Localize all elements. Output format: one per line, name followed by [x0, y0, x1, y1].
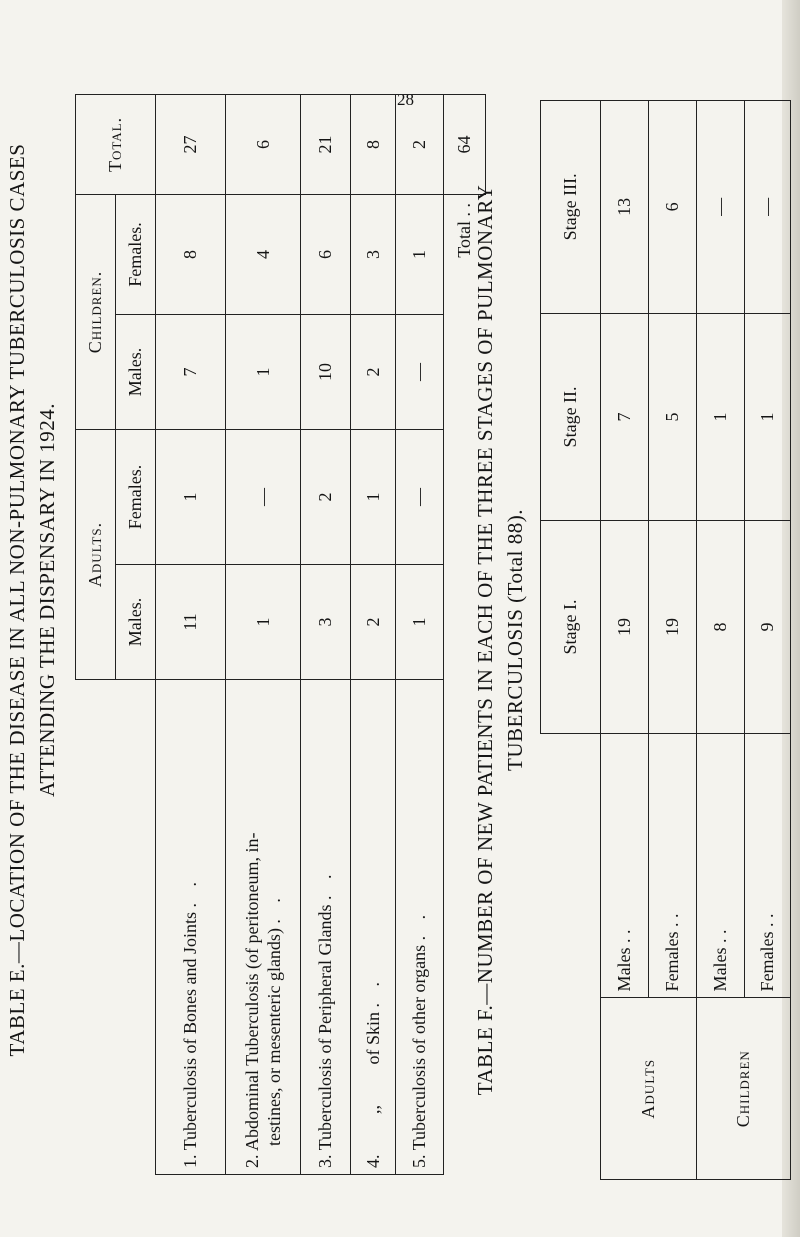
row-label: Females . .	[649, 733, 697, 998]
leader-dots: . .	[315, 868, 335, 901]
cell-total: 2	[396, 94, 444, 194]
cell-stage-1: 19	[649, 521, 697, 734]
table-e-title	[2, 20, 62, 1180]
cell-child-males: 1	[226, 314, 301, 429]
col-total: Total.	[76, 94, 156, 194]
cell-child-females: 1	[396, 194, 444, 314]
leader-dots: . .	[180, 875, 200, 908]
cell-stage-3: —	[745, 101, 791, 314]
corner-cell	[76, 680, 156, 1175]
cell-stage-1: 19	[601, 521, 649, 734]
cell-adult-males: 1	[226, 565, 301, 680]
cell-stage-1: 8	[697, 521, 745, 734]
table-f-title-line2: TUBERCULOSIS (Total 88).	[503, 509, 527, 771]
row-label: 4. ,, of Skin	[362, 1011, 383, 1168]
table-row	[697, 101, 745, 1180]
row-label: 3. Tuberculosis of Peripheral Glands	[315, 904, 335, 1168]
table-row	[351, 94, 396, 1174]
cell-child-males: —	[396, 314, 444, 429]
table-e	[75, 95, 485, 1175]
cell-child-females: 6	[301, 194, 351, 314]
row-label: 2. Abdominal Tuberculosis (of peritoneum, in-	[242, 832, 262, 1168]
table-e-title-line2: ATTENDING THE DISPENSARY IN 1924.	[35, 403, 59, 797]
row-label: Males . .	[601, 733, 649, 998]
cell-stage-1: 9	[745, 521, 791, 734]
col-adult-females: Females.	[116, 429, 156, 564]
row-label: Males . .	[697, 733, 745, 998]
group-adults: Adults	[601, 998, 697, 1180]
cell-child-females: 8	[156, 194, 226, 314]
corner-cell	[541, 733, 601, 1179]
table-f-title	[470, 100, 530, 1180]
cell-stage-2: 7	[601, 313, 649, 521]
cell-adult-females: 1	[156, 429, 226, 564]
leader-dots: . .	[409, 908, 429, 941]
cell-adult-males: 1	[396, 565, 444, 680]
table-row	[601, 101, 649, 1180]
group-children: Children	[697, 998, 791, 1180]
total-label: Total . .	[454, 202, 475, 258]
cell-adult-males: 11	[156, 565, 226, 680]
col-stage-1: Stage I.	[541, 521, 601, 734]
table-row	[301, 94, 351, 1174]
cell-adult-females: —	[396, 429, 444, 564]
col-adult-males: Males.	[116, 565, 156, 680]
row-label: Females . .	[745, 733, 791, 998]
col-stage-3: Stage III.	[541, 101, 601, 314]
table-f-title-line1: TABLE F.—NUMBER OF NEW PATIENTS IN EACH OF THE THREE STAGES OF PULMONARY	[473, 184, 497, 1096]
table-row	[226, 94, 301, 1174]
cell-child-males: 7	[156, 314, 226, 429]
cell-stage-3: 13	[601, 101, 649, 314]
row-label: 5. Tuberculosis of other organs	[409, 944, 429, 1168]
cell-adult-males: 3	[301, 565, 351, 680]
cell-adult-females: 2	[301, 429, 351, 564]
cell-child-males: 2	[351, 314, 396, 429]
col-child-females: Females.	[116, 194, 156, 314]
row-label-cont: testines, or mesenteric glands)	[264, 928, 284, 1146]
group-children: Children.	[76, 194, 116, 429]
cell-total: 6	[226, 94, 301, 194]
cell-child-males: 10	[301, 314, 351, 429]
cell-total: 27	[156, 94, 226, 194]
cell-total: 8	[351, 94, 396, 194]
cell-stage-2: 1	[697, 313, 745, 521]
table-e-title-line1: TABLE E.—LOCATION OF THE DISEASE IN ALL NON-PULMONARY TUBERCULOSIS CASES	[5, 143, 29, 1057]
col-child-males: Males.	[116, 314, 156, 429]
leader-dots: . .	[264, 892, 284, 924]
cell-adult-females: —	[226, 429, 301, 564]
cell-adult-males: 2	[351, 565, 396, 680]
table-row	[156, 94, 226, 1174]
cell-adult-females: 1	[351, 429, 396, 564]
grand-total: 64	[444, 94, 486, 194]
cell-stage-3: —	[697, 101, 745, 314]
cell-stage-2: 5	[649, 313, 697, 521]
col-stage-2: Stage II.	[541, 313, 601, 521]
cell-child-females: 4	[226, 194, 301, 314]
cell-child-females: 3	[351, 194, 396, 314]
cell-stage-2: 1	[745, 313, 791, 521]
page-number: 28	[397, 90, 414, 109]
cell-total: 21	[301, 94, 351, 194]
table-f	[540, 100, 790, 1180]
leader-dots: . .	[362, 975, 383, 1008]
group-adults: Adults.	[76, 429, 116, 679]
cell-stage-3: 6	[649, 101, 697, 314]
table-row	[396, 94, 444, 1174]
row-label: 1. Tuberculosis of Bones and Joints	[180, 911, 200, 1168]
